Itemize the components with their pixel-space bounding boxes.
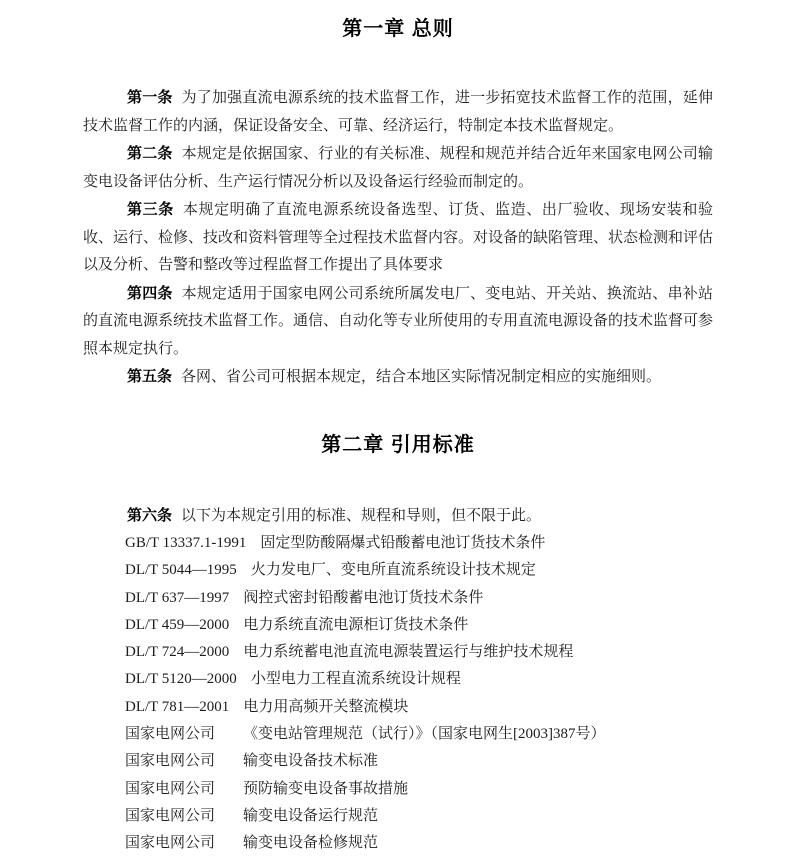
standard-item-sgcc-accident-prevention [125, 776, 713, 803]
standard-item-dlt-637 [125, 585, 713, 612]
standard-code: DL/T 5120—2000 [125, 671, 237, 688]
standard-item-dlt-724 [125, 639, 713, 666]
article-5-label: 第五条 [127, 368, 173, 385]
chapter1-title: 第一章 总则 [342, 18, 454, 40]
standard-name: 输变电设备运行规范 [243, 807, 379, 824]
article-2-label: 第二条 [127, 145, 173, 162]
standard-code: GB/T 13337.1-1991 [125, 535, 247, 551]
standard-item-dlt-5044 [125, 557, 713, 584]
standard-item-sgcc-tech-standard [125, 748, 713, 775]
standard-name: 输变电设备检修规范 [243, 835, 379, 852]
standard-item-sgcc-operation-spec [125, 803, 713, 830]
standard-name: 预防输变电设备事故措施 [243, 780, 409, 797]
standard-item-sgcc-maintenance-spec [125, 830, 713, 857]
standard-code: DL/T 459—2000 [125, 616, 230, 633]
standard-code: DL/T 5044—1995 [125, 562, 237, 579]
article-1-text: 为了加强直流电源系统的技术监督工作，进一步拓宽技术监督工作的范围，延伸技术监督工作的内涵，保证设备安全、可靠、经济运行，特制定本技术监督规定。 [83, 90, 713, 134]
article-4 [83, 280, 713, 364]
standard-item-dlt-459 [125, 612, 713, 639]
standard-name: 小型电力工程直流系统设计规程 [250, 671, 461, 688]
standard-item-dlt-781 [125, 694, 713, 721]
standard-code: DL/T 637—1997 [125, 589, 230, 606]
standard-code: DL/T 724—2000 [125, 644, 230, 661]
standard-name: 电力用高频开关整流模块 [243, 698, 409, 715]
article-6-text: 以下为本规定引用的标准、规程和导则，但不限于此。 [181, 507, 542, 524]
standard-item-sgcc-substation-mgmt [125, 721, 713, 748]
article-6 [83, 502, 713, 531]
standard-code: DL/T 781—2001 [125, 698, 230, 715]
standard-name: 火力发电厂、变电所直流系统设计技术规定 [250, 562, 536, 579]
article-2-text: 本规定是依据国家、行业的有关标准、规程和规范并结合近年来国家电网公司输变电设备评估分析、生产运行情况分析以及设备运行经验而制定的。 [83, 146, 713, 190]
standard-item-dlt-5120 [125, 666, 713, 693]
standard-code: 国家电网公司 [125, 780, 216, 797]
standard-name: 输变电设备技术标准 [243, 753, 379, 770]
standard-code: 国家电网公司 [125, 835, 216, 852]
chapter2-body [83, 502, 713, 858]
standard-code: 国家电网公司 [125, 726, 216, 743]
standards-list [83, 530, 713, 858]
standard-item-gbt-13337 [125, 530, 713, 557]
article-2 [83, 140, 713, 196]
standard-name: 电力系统蓄电池直流电源装置运行与维护技术规程 [243, 644, 574, 661]
article-1-label: 第一条 [127, 89, 173, 106]
standard-name: 固定型防酸隔爆式铅酸蓄电池订货技术条件 [260, 535, 546, 551]
chapter2-title: 第二章 引用标准 [321, 433, 475, 456]
standard-name: 电力系统直流电源柜订货技术条件 [243, 616, 469, 633]
standard-name: 阀控式密封铅酸蓄电池订货技术条件 [243, 589, 484, 606]
article-3-text: 本规定明确了直流电源系统设备选型、订货、监造、出厂验收、现场安装和验收、运行、检修、技改和资料管理等全过程技术监督内容。对设备的缺陷管理、状态检测和评估以及分析、告警和整改等过程监督工作提出了具体要求 [83, 202, 714, 273]
article-6-label: 第六条 [127, 506, 173, 524]
article-3-label: 第三条 [127, 201, 174, 218]
standard-code: 国家电网公司 [125, 753, 216, 770]
standard-code: 国家电网公司 [125, 807, 216, 824]
article-3 [83, 196, 713, 280]
chapter1-body [83, 84, 713, 392]
standard-name: 《变电站管理规范（试行）》（国家电网生[2003]387号） [243, 726, 606, 743]
article-5 [83, 363, 713, 392]
article-4-label: 第四条 [127, 284, 173, 302]
article-4-text: 本规定适用于国家电网公司系统所属发电厂、变电站、开关站、换流站、串补站的直流电源系统技术监督工作。通信、自动化等专业所使用的专用直流电源设备的技术监督可参照本规定执行。 [83, 285, 714, 357]
article-1 [83, 84, 713, 140]
article-5-text: 各网、省公司可根据本规定，结合本地区实际情况制定相应的实施细则。 [181, 369, 662, 385]
